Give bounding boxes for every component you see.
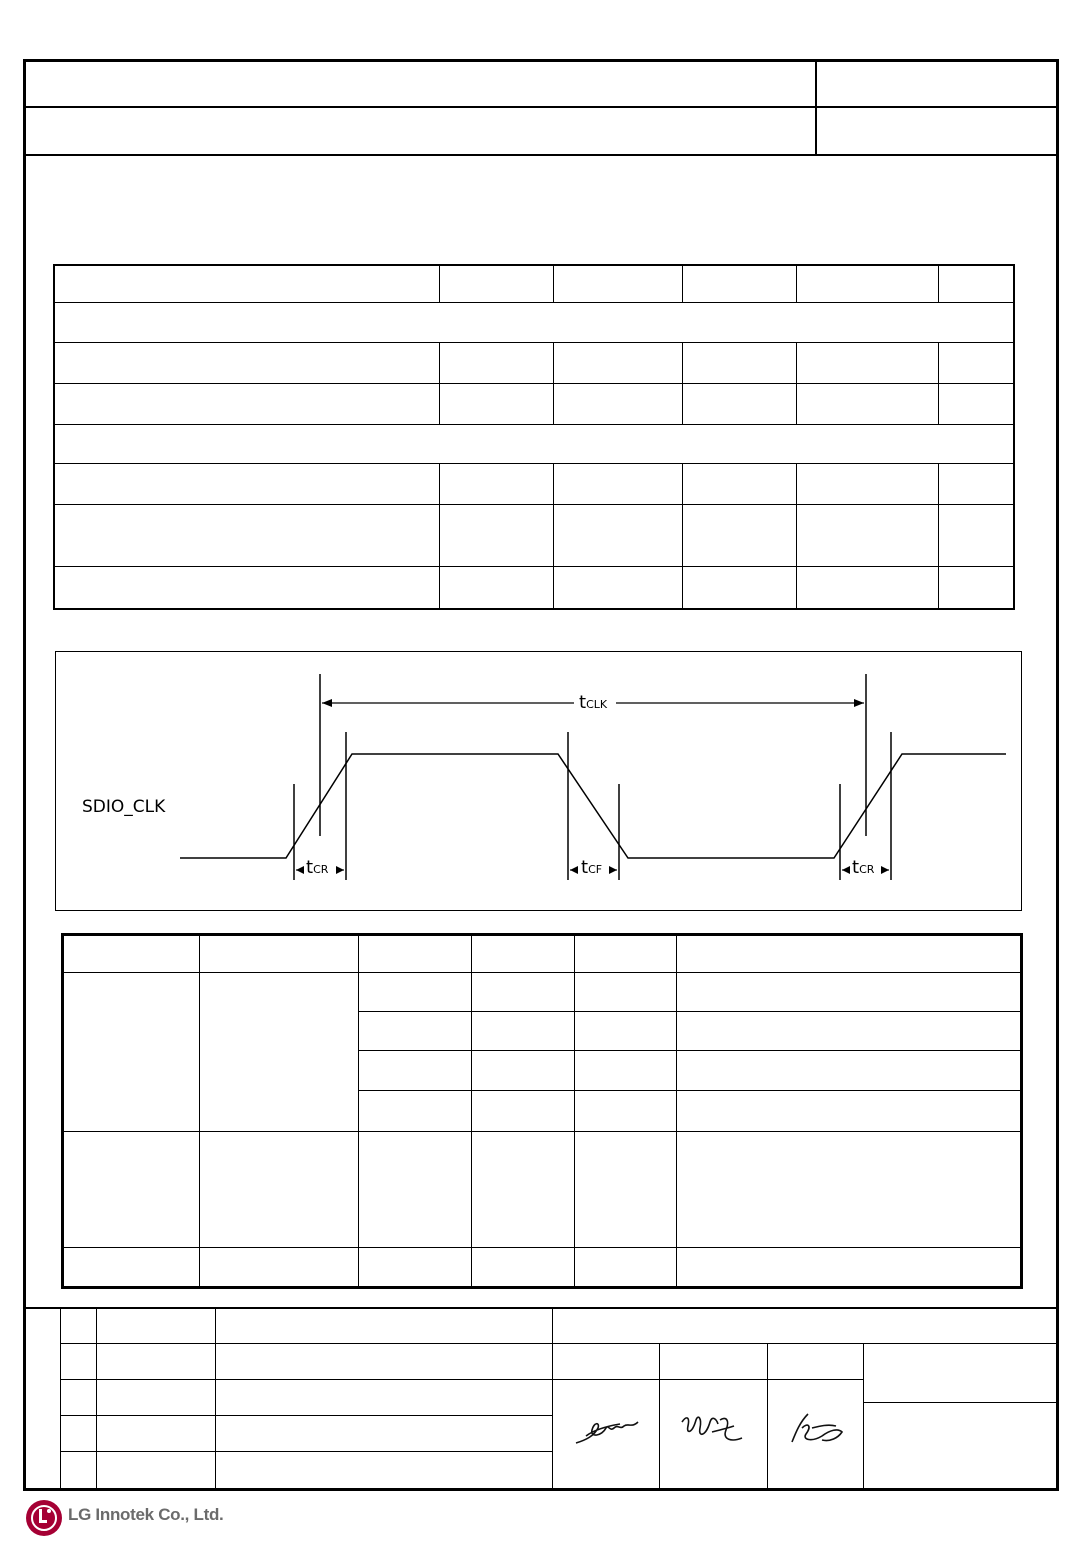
rise-label-left: tCR xyxy=(306,857,329,878)
spec-table-row-line xyxy=(55,463,1013,464)
spec-table-row-line xyxy=(55,566,1013,567)
revision-top-line xyxy=(25,1307,1057,1309)
rise-label-right: tCR xyxy=(852,857,875,878)
signature-1 xyxy=(572,1410,652,1450)
company-name: LG Innotek Co., Ltd. xyxy=(68,1505,224,1524)
sdio-clk-waveform xyxy=(180,754,1006,858)
spec-table-row-line xyxy=(55,342,1013,343)
timing-table xyxy=(61,933,1023,1289)
spec-table xyxy=(53,264,1015,610)
signature-3 xyxy=(782,1408,852,1448)
spec-table-row-line xyxy=(55,383,1013,384)
spec-table-row-line xyxy=(55,424,1013,425)
header-divider-1 xyxy=(25,106,1057,108)
signature-2 xyxy=(676,1408,756,1448)
fall-label: tCF xyxy=(581,857,603,878)
lg-logo-icon xyxy=(25,1499,63,1537)
spec-table-row-line xyxy=(55,504,1013,505)
period-label: tCLK xyxy=(579,692,608,713)
timing-diagram xyxy=(55,651,1022,911)
header-column-divider xyxy=(815,61,817,155)
header-divider-2 xyxy=(25,154,1057,156)
timing-diagram-svg xyxy=(56,652,1020,909)
signal-label: SDIO_CLK xyxy=(82,797,166,817)
spec-table-row-line xyxy=(55,302,1013,303)
